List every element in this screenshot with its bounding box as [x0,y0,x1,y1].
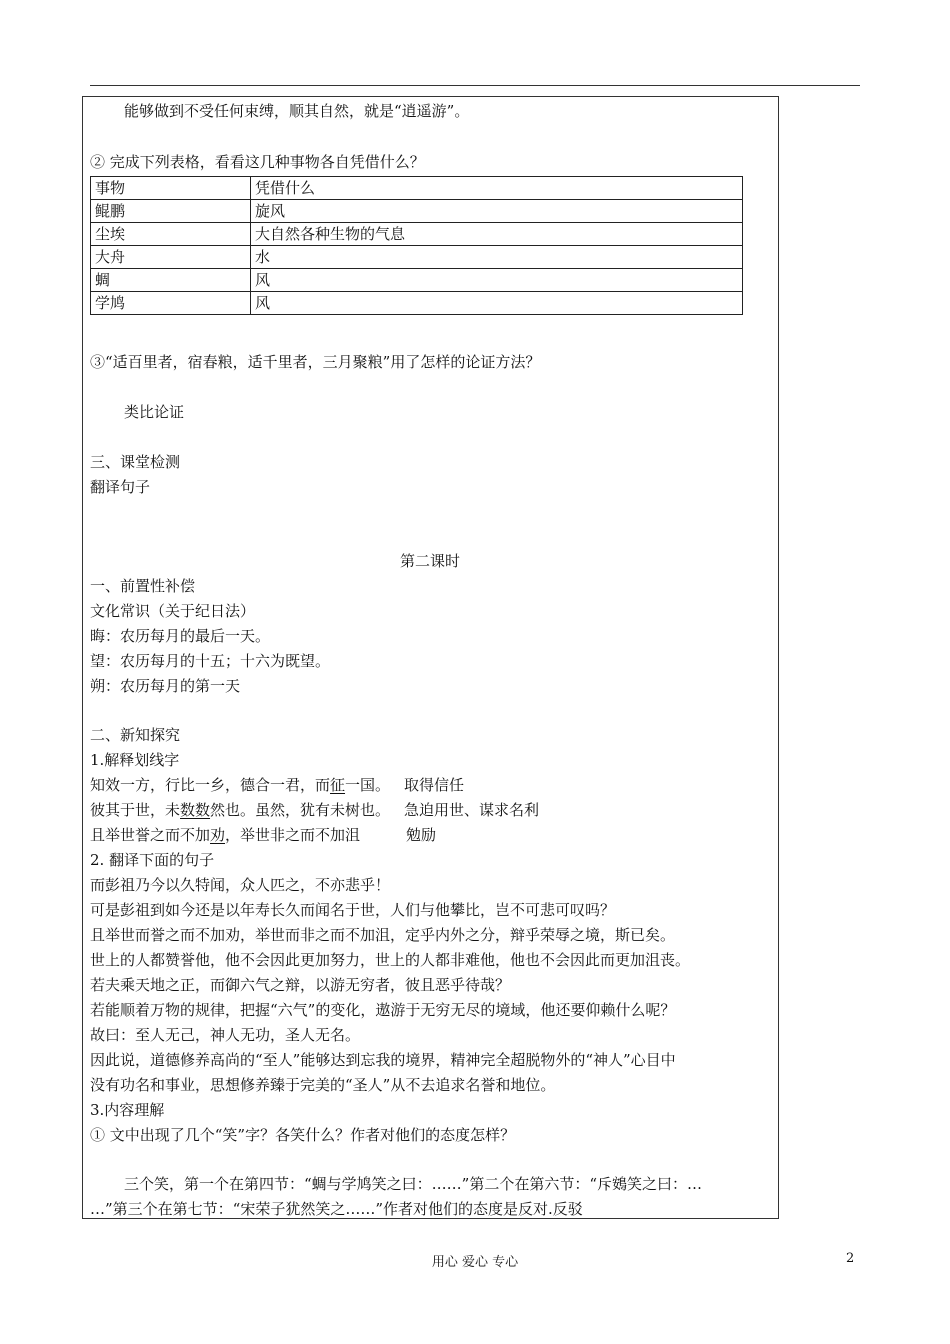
underlined-word: 征 [330,776,346,794]
subsection-explain: 1.解释划线字 [90,751,180,769]
translate-source: 而彭祖乃今以久特闻，众人匹之，不亦悲乎！ [90,876,391,894]
translate-source: 故曰：至人无己，神人无功，圣人无名。 [90,1026,361,1044]
culture-note-line: 望：农历每月的十五；十六为既望。 [90,652,331,670]
underlined-word: 劝 [210,826,226,844]
lesson-2-title: 第二课时 [399,552,460,570]
word-explanation: 取得信任 [404,776,465,794]
table-cell: 鲲鹏 [91,200,251,223]
table-cell: 风 [251,269,743,292]
table-cell: 水 [251,246,743,269]
table-header-row [91,177,743,200]
section-2-title: 二、新知探究 [90,726,181,744]
table-header-cell: 凭借什么 [251,177,743,200]
section-1-title: 一、前置性补偿 [90,577,196,595]
translate-answer: 没有功名和事业，思想修养臻于完美的“圣人”从不去追求名誉和地位。 [90,1076,556,1094]
paragraph-xiaoyaoyou: 能够做到不受任何束缚，顺其自然，就是“逍遥游”。 [124,102,470,120]
things-table [90,176,743,315]
word-explain-line: 且举世誉之而不加劝，举世非之而不加沮 勉励 [90,826,437,844]
table-row [91,246,743,269]
table-cell: 尘埃 [91,223,251,246]
word-explain-line: 知效一方，行比一乡，德合一君，而征一国。 取得信任 [90,776,465,794]
table-cell: 风 [251,292,743,315]
underlined-word: 数数 [180,801,211,819]
culture-note-title: 文化常识（关于纪日法） [90,602,256,620]
section-3-title: 三、课堂检测 [90,453,181,471]
table-cell: 旋风 [251,200,743,223]
question-2: ② 完成下列表格，看看这几种事物各自凭借什么？ [90,153,425,171]
subsection-translate: 2. 翻译下面的句子 [90,851,215,869]
header-rule [90,85,860,86]
table-cell: 大自然各种生物的气息 [251,223,743,246]
translate-answer: 若能顺着万物的规律，把握“六气”的变化，遨游于无穷无尽的境域，他还要仰赖什么呢？ [90,1001,676,1019]
table-cell: 学鸠 [91,292,251,315]
translate-source: 若夫乘天地之正，而御六气之辩，以游无穷者，彼且恶乎待哉？ [90,976,511,994]
table-row [91,223,743,246]
subsection-understanding: 3.内容理解 [90,1101,165,1119]
table-cell: 大舟 [91,246,251,269]
understanding-answer: 三个笑，第一个在第四节：“蜩与学鸠笑之曰：……”第二个在第六节：“斥鴳笑之曰：… [124,1175,703,1193]
understanding-answer: …”第三个在第七节：“宋荣子犹然笑之……”作者对他们的态度是反对.反驳 [90,1200,583,1218]
word-explanation: 急迫用世、谋求名利 [404,801,540,819]
page-footer: 用心 爱心 专心 [431,1255,519,1270]
word-explanation: 勉励 [406,826,437,844]
table-header-cell: 事物 [91,177,251,200]
translate-source: 且举世而誉之而不加劝，举世而非之而不加沮，定乎内外之分，辩乎荣辱之境，斯已矣。 [90,926,676,944]
word-explain-line: 彼其于世，未数数然也。虽然，犹有未树也。 急迫用世、谋求名利 [90,801,540,819]
translate-answer: 可是彭祖到如今还是以年寿长久而闻名于世，人们与他攀比，岂不可悲可叹吗？ [90,901,616,919]
answer-3: 类比论证 [124,403,185,421]
table-row [91,292,743,315]
culture-note-line: 晦：农历每月的最后一天。 [90,627,271,645]
translate-answer: 世上的人都赞誉他，他不会因此更加努力，世上的人都非难他，他也不会因此而更加沮丧。 [90,951,691,969]
culture-note-line: 朔：农历每月的第一天 [90,677,241,695]
table-row [91,269,743,292]
question-3: ③“适百里者，宿春粮，适千里者，三月聚粮”用了怎样的论证方法？ [90,353,541,371]
section-3-subtitle: 翻译句子 [90,478,151,496]
translate-answer: 因此说，道德修养高尚的“至人”能够达到忘我的境界，精神完全超脱物外的“神人”心目中 [90,1051,676,1069]
table-cell: 蜩 [91,269,251,292]
understanding-question: ① 文中出现了几个“笑”字？各笑什么？作者对他们的态度怎样？ [90,1126,516,1144]
page-number: 2 [846,1251,855,1266]
table-row [91,200,743,223]
